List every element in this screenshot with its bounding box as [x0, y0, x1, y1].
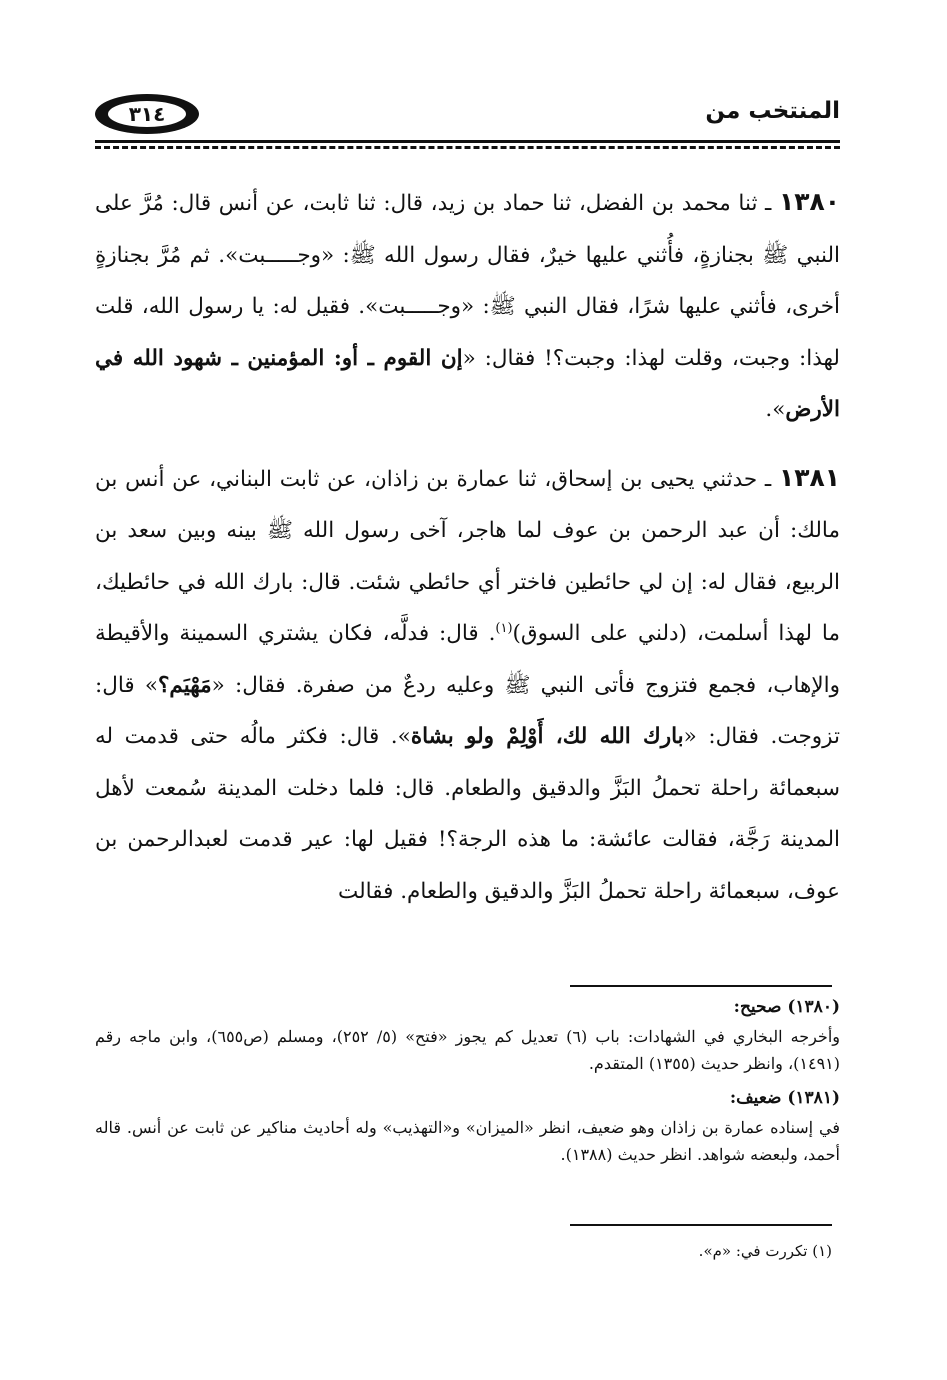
hadith-number: ١٣٨٠: [778, 187, 840, 216]
takhrij-notes: [95, 994, 840, 1176]
note-heading: (١٣٨٠) صحيح:: [733, 997, 840, 1017]
hadith-text: ـ حدثني يحيى بن إسحاق، ثنا عمارة بن زاذان، عن ثابت البناني، عن أنس بن مالك: أن عبد الرحمن بن عوف لما هاجر، آخى رسول الله ﷺ بينه وبين سعد بن الربيع، فقال له: إن لي حائطين فاختر أي حائطي شئت. قال: بارك الله في حائطيك، ما لهذا أسلمت، (دلني على السوق): [95, 466, 840, 646]
hadith-text: ـ ثنا محمد بن الفضل، ثنا حماد بن زيد، قال: ثنا ثابت، عن أنس قال: مُرَّ على النبي ﷺ بجنازةٍ، فأُثني عليها خيرٌ، فقال رسول الله ﷺ: «وجـــــبت». ثم مُرَّ بجنازةٍ أخرى، فأثني عليها شرًا، فقال النبي ﷺ: «وجـــــبت». فقيل له: يا رسول الله، قلت لهذا: وجبت، وقلت لهذا: وجبت؟! فقال: «: [95, 191, 840, 371]
running-title: المنتخب من: [705, 98, 840, 124]
hadith-text: » قال: تزوجت. فقال: «: [95, 672, 840, 749]
hadith-number: ١٣٨١: [778, 462, 840, 492]
hadith-quote-bold: بارك الله لك، أَوْلِمْ ولو بشاة: [410, 724, 684, 749]
page-number: ٣١٤: [108, 101, 186, 127]
hadith-1380: [95, 176, 840, 436]
note-text: وأخرجه البخاري في الشهادات: باب (٦) تعديل كم يجوز «فتح» (٥/ ٢٥٢)، ومسلم (ص٦٥٥)، وابن ماجه رقم (١٤٩١)، وانظر حديث (١٣٥٥) المتقدم.: [95, 1027, 840, 1073]
footnote: (١) تكررت في: «م».: [698, 1242, 832, 1260]
notes-divider: [570, 985, 832, 987]
page-header: [95, 92, 840, 142]
header-rule: [95, 140, 840, 152]
main-text: [95, 176, 840, 917]
note-heading: (١٣٨١) ضعيف:: [729, 1088, 840, 1108]
note-text: في إسناده عمارة بن زاذان وهو ضعيف، انظر «الميزان» و«التهذيب» وله أحاديث مناكير عن ثابت عن أنس. قاله أحمد، ولبعضه شواهد. انظر حديث (١٣٨٨).: [95, 1118, 840, 1164]
hadith-text: ». قال: فكثر مالُه حتى قدمت له سبعمائة راحلة تحملُ البَزَّ والدقيق والطعام. قال: فلما دخلت المدينة سُمعت لأهل المدينة رَجَّة، فقالت عائشة: ما هذه الرجة؟! فقيل لها: عير قدمت لعبدالرحمن بن عوف، سبعمائة راحلة تحملُ البَزَّ والدقيق والطعام. فقالت: [95, 724, 840, 904]
hadith-quote-bold: إن القوم ـ أو: المؤمنين ـ شهود الله في الأرض: [95, 345, 840, 422]
hadith-quote-bold: مَهْيَم؟: [158, 672, 212, 698]
page-number-badge: [95, 94, 199, 134]
hadith-1381: [95, 452, 840, 918]
hadith-text: ».: [765, 397, 786, 422]
footnote-marker: (١): [495, 620, 513, 636]
hadith-text: . قال: فدلَّه، فكان يشتري السمينة والأقيطة والإهاب، فجمع فتزوج فأتى النبي ﷺ وعليه ردعٌ من صفرة. فقال: «: [95, 621, 840, 698]
footnote-divider: [570, 1224, 832, 1226]
